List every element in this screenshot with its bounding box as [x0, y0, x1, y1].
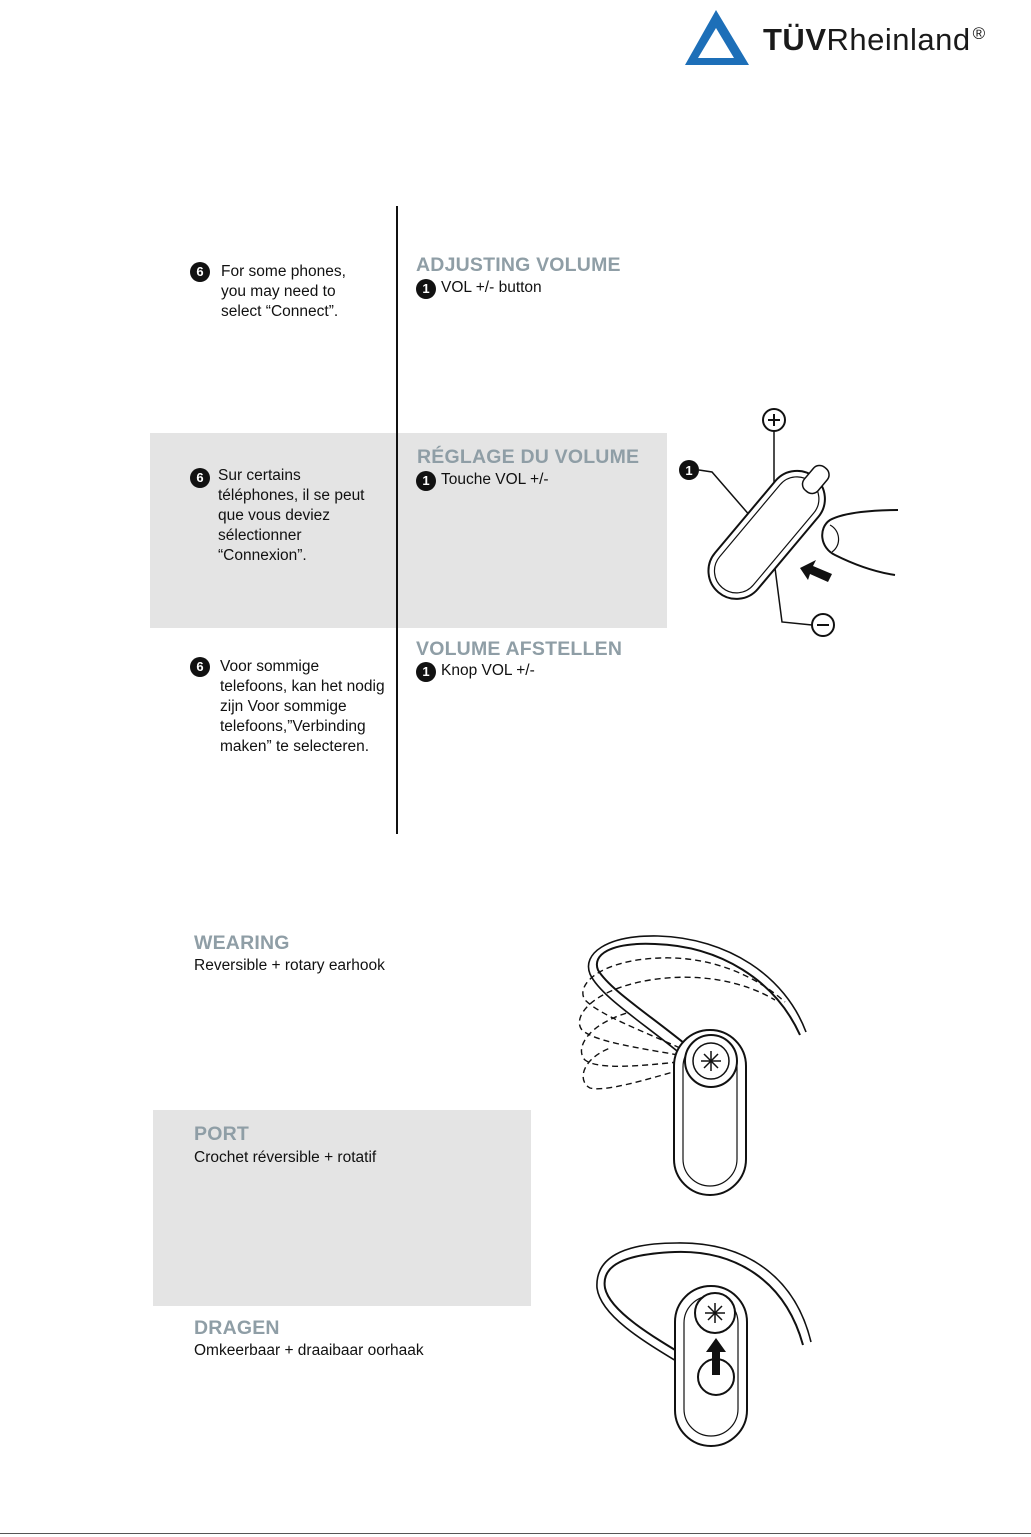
note-french: 6 Sur certains téléphones, il se peut que vous deviez sélectionner “Connexion”. [190, 466, 390, 566]
led-light-icon [705, 1303, 725, 1323]
note-english: 6 For some phones, you may need to select “Connect”. [190, 262, 390, 322]
heading-wearing: WEARING [194, 932, 290, 954]
step-number-badge: 6 [190, 262, 210, 282]
item-number-badge: 1 [416, 279, 436, 299]
headset-volume-illustration [670, 400, 910, 645]
logo-wordmark: TÜVRheinland ® [763, 22, 986, 57]
callout-number-text: 1 [685, 463, 693, 478]
tuv-triangle-icon [683, 8, 753, 68]
subtitle-dragen: Omkeerbaar + draaibaar oorhaak [194, 1342, 424, 1359]
column-divider [396, 206, 398, 834]
earhook-slide-illustration [595, 1240, 815, 1455]
led-light-icon [701, 1051, 721, 1071]
heading-port: PORT [194, 1123, 249, 1145]
subtitle-port: Crochet réversible + rotatif [194, 1149, 377, 1166]
earhook-rotation-illustration [570, 930, 820, 1200]
item-number-badge: 1 [416, 471, 436, 491]
item-number-badge: 1 [416, 662, 436, 682]
press-arrow-icon [800, 560, 832, 582]
heading-reglage-du-volume: RÉGLAGE DU VOLUME [417, 446, 640, 468]
tuv-rheinland-logo [683, 8, 1013, 68]
heading-dragen: DRAGEN [194, 1317, 280, 1339]
step-number-badge: 6 [190, 657, 210, 677]
footer-rule [0, 1533, 1031, 1534]
subtitle-wearing: Reversible + rotary earhook [194, 957, 385, 974]
note-dutch: 6 Voor sommige telefoons, kan het nodig zijn Voor sommige telefoons,”Verbinding maken” te selecteren. [190, 657, 390, 757]
heading-adjusting-volume: ADJUSTING VOLUME [416, 254, 621, 276]
step-number-badge: 6 [190, 468, 210, 488]
heading-volume-afstellen: VOLUME AFSTELLEN [416, 638, 623, 660]
